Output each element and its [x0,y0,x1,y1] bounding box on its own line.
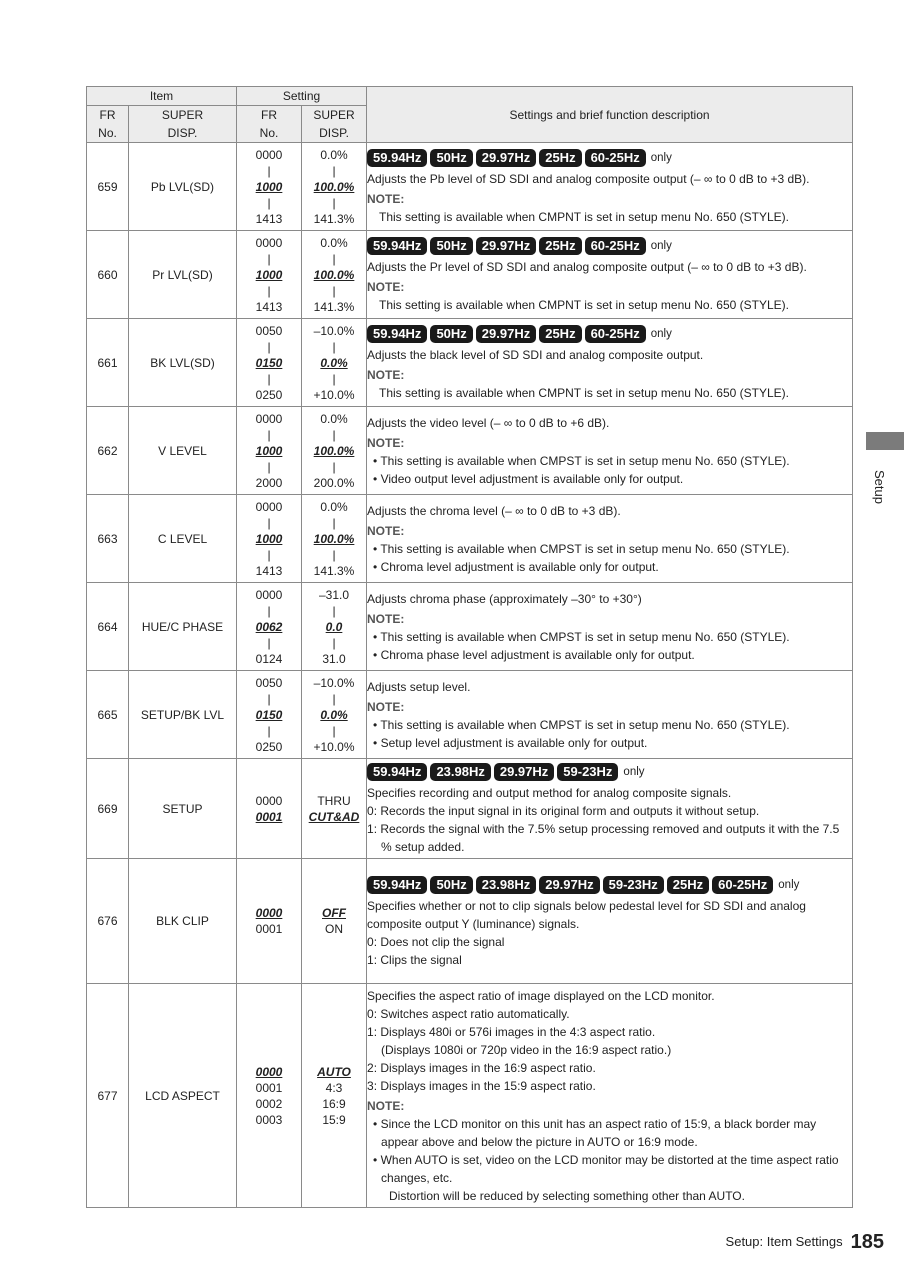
setting-fr-values: 0000 | 1000 | 1413 [237,495,302,583]
fr-number: 659 [87,143,129,231]
section-tab-marker [866,432,904,450]
frequency-badge: 59-23Hz [557,763,618,781]
setting-display-values: 0.0% | 100.0% | 200.0% [302,407,367,495]
setting-fr-values: 0050 | 0150 | 0250 [237,319,302,407]
header-description: Settings and brief function description [367,87,853,143]
setting-display-values: OFF ON [302,859,367,984]
note-heading: NOTE: [367,523,405,538]
frequency-badge: 25Hz [667,876,709,894]
note-heading: NOTE: [367,192,405,207]
table-row [87,671,853,759]
fr-number: 676 [87,859,129,984]
frequency-badge: 60-25Hz [585,149,646,167]
note-heading: NOTE: [367,699,405,714]
frequency-badge: 29.97Hz [539,876,599,894]
description: 59.94Hz 50Hz 29.97Hz 25Hz 60-25Hz only Adjusts the black level of SD SDI and analog composite output. NOTE: This setting is available when CMPNT is set in setup menu No. 650 (STYLE). [367,319,853,407]
setting-display-values: 0.0% | 100.0% | 141.3% [302,231,367,319]
fr-number: 662 [87,407,129,495]
header-super-disp: SUPER DISP. [129,106,237,143]
setting-fr-values: 0050 | 0150 | 0250 [237,671,302,759]
frequency-badge: 59.94Hz [367,325,427,343]
frequency-badge: 59.94Hz [367,149,427,167]
description: 59.94Hz 23.98Hz 29.97Hz 59-23Hz only Specifies recording and output method for analog composite signals. 0: Records the input signal in its original form and outputs it without setup. 1: Records the signal with the 7.5% setup processing removed and outputs it with the 7.5 % setup added. [367,759,853,859]
item-name: BLK CLIP [129,859,237,984]
note-heading: NOTE: [367,280,405,295]
frequency-badge: 23.98Hz [476,876,536,894]
settings-table [86,86,853,1208]
header-setting: Setting [237,87,367,106]
frequency-badge: 59.94Hz [367,876,427,894]
fr-number: 669 [87,759,129,859]
setting-display-values: 0.0% | 100.0% | 141.3% [302,143,367,231]
description: Adjusts the chroma level (– ∞ to 0 dB to +3 dB). NOTE: • This setting is available when CMPST is set in setup menu No. 650 (STYLE). • Chroma level adjustment is available only for output. [367,495,853,583]
section-side-label: Setup [872,470,887,504]
header-fr-no: FR No. [87,106,129,143]
header-setting-fr-no: FR No. [237,106,302,143]
setting-fr-values: 0000 | 1000 | 1413 [237,231,302,319]
frequency-badge: 59.94Hz [367,763,427,781]
table-row [87,984,853,1208]
only-label: only [650,240,672,253]
table-row [87,759,853,859]
item-name: LCD ASPECT [129,984,237,1208]
frequency-badges [367,761,852,784]
frequency-badge: 60-25Hz [585,237,646,255]
note-heading: NOTE: [367,1098,405,1113]
footer-section-title: Setup: Item Settings [725,1234,843,1249]
page-number: 185 [850,1231,884,1253]
frequency-badge: 59.94Hz [367,237,427,255]
description: Adjusts the video level (– ∞ to 0 dB to +6 dB). NOTE: • This setting is available when CMPST is set in setup menu No. 650 (STYLE). • Video output level adjustment is available only for output. [367,407,853,495]
item-name: SETUP/BK LVL [129,671,237,759]
frequency-badge: 50Hz [430,237,472,255]
header-setting-super-disp: SUPER DISP. [302,106,367,143]
fr-number: 660 [87,231,129,319]
item-name: HUE/C PHASE [129,583,237,671]
description: Adjusts chroma phase (approximately –30° to +30°) NOTE: • This setting is available when CMPST is set in setup menu No. 650 (STYLE). • Chroma phase level adjustment is available only for output. [367,583,853,671]
item-name: Pr LVL(SD) [129,231,237,319]
frequency-badge: 60-25Hz [585,325,646,343]
setting-fr-values: 0000 | 0062 | 0124 [237,583,302,671]
setting-display-values: 0.0% | 100.0% | 141.3% [302,495,367,583]
frequency-badge: 25Hz [539,325,581,343]
only-label: only [650,152,672,165]
frequency-badge: 59-23Hz [603,876,664,894]
description: 59.94Hz 50Hz 23.98Hz 29.97Hz 59-23Hz 25Hz 60-25Hz only Specifies whether or not to clip signals below pedestal level for SD SDI and analog composite output Y (luminance) signals. 0: Does not clip the signal 1: Clips the signal [367,859,853,984]
item-name: Pb LVL(SD) [129,143,237,231]
setting-display-values: THRU CUT&AD [302,759,367,859]
frequency-badge: 29.97Hz [476,149,536,167]
setting-display-values: –10.0% | 0.0% | +10.0% [302,671,367,759]
note-heading: NOTE: [367,611,405,626]
frequency-badge: 50Hz [430,876,472,894]
item-name: BK LVL(SD) [129,319,237,407]
setting-fr-values: 0000 0001 0002 0003 [237,984,302,1208]
frequency-badges [367,873,852,896]
frequency-badge: 25Hz [539,237,581,255]
table-row [87,407,853,495]
setting-fr-values: 0000 0001 [237,859,302,984]
frequency-badge: 50Hz [430,149,472,167]
setting-display-values: –31.0 | 0.0 | 31.0 [302,583,367,671]
page-footer [726,1231,884,1254]
only-label: only [650,328,672,341]
table-row [87,495,853,583]
note-heading: NOTE: [367,368,405,383]
fr-number: 664 [87,583,129,671]
header-item: Item [87,87,237,106]
frequency-badges [367,323,852,346]
item-name: SETUP [129,759,237,859]
frequency-badge: 29.97Hz [476,237,536,255]
setting-fr-values: 0000 | 1000 | 1413 [237,143,302,231]
only-label: only [778,878,800,891]
item-name: C LEVEL [129,495,237,583]
fr-number: 677 [87,984,129,1208]
frequency-badges [367,147,852,170]
setting-display-values: AUTO 4:3 16:9 15:9 [302,984,367,1208]
fr-number: 663 [87,495,129,583]
setting-display-values: –10.0% | 0.0% | +10.0% [302,319,367,407]
table-row [87,143,853,231]
frequency-badges [367,235,852,258]
frequency-badge: 25Hz [539,149,581,167]
frequency-badge: 29.97Hz [494,763,554,781]
description: Specifies the aspect ratio of image displayed on the LCD monitor. 0: Switches aspect ratio automatically. 1: Displays 480i or 576i images in the 4:3 aspect ratio. (Displays 1080i or 720p video in the 16:9 aspect ratio.) 2: Displays images in the 16:9 aspect ratio. 3: Displays images in the 15:9 aspect ratio. NOTE: • Since the LCD monitor on this unit has an aspect ratio of 15:9, a black border may appear above and below the picture in AUTO or 16:9 mode. • When AUTO is set, video on the LCD monitor may be distorted at the time aspect ratio changes, etc. Distortion will be reduced by selecting something other than AUTO. [367,984,853,1208]
table-row [87,583,853,671]
frequency-badge: 23.98Hz [430,763,490,781]
item-name: V LEVEL [129,407,237,495]
setting-fr-values: 0000 | 1000 | 2000 [237,407,302,495]
only-label: only [623,766,645,779]
table-row [87,859,853,984]
description: 59.94Hz 50Hz 29.97Hz 25Hz 60-25Hz only Adjusts the Pr level of SD SDI and analog composite output (– ∞ to 0 dB to +3 dB). NOTE: This setting is available when CMPNT is set in setup menu No. 650 (STYLE). [367,231,853,319]
table-row [87,319,853,407]
frequency-badge: 60-25Hz [712,876,773,894]
description: Adjusts setup level. NOTE: • This setting is available when CMPST is set in setup menu No. 650 (STYLE). • Setup level adjustment is available only for output. [367,671,853,759]
description: 59.94Hz 50Hz 29.97Hz 25Hz 60-25Hz only Adjusts the Pb level of SD SDI and analog composite output (– ∞ to 0 dB to +3 dB). NOTE: This setting is available when CMPNT is set in setup menu No. 650 (STYLE). [367,143,853,231]
fr-number: 661 [87,319,129,407]
frequency-badge: 29.97Hz [476,325,536,343]
table-row [87,231,853,319]
note-heading: NOTE: [367,435,405,450]
frequency-badge: 50Hz [430,325,472,343]
fr-number: 665 [87,671,129,759]
setting-fr-values: 0000 0001 [237,759,302,859]
